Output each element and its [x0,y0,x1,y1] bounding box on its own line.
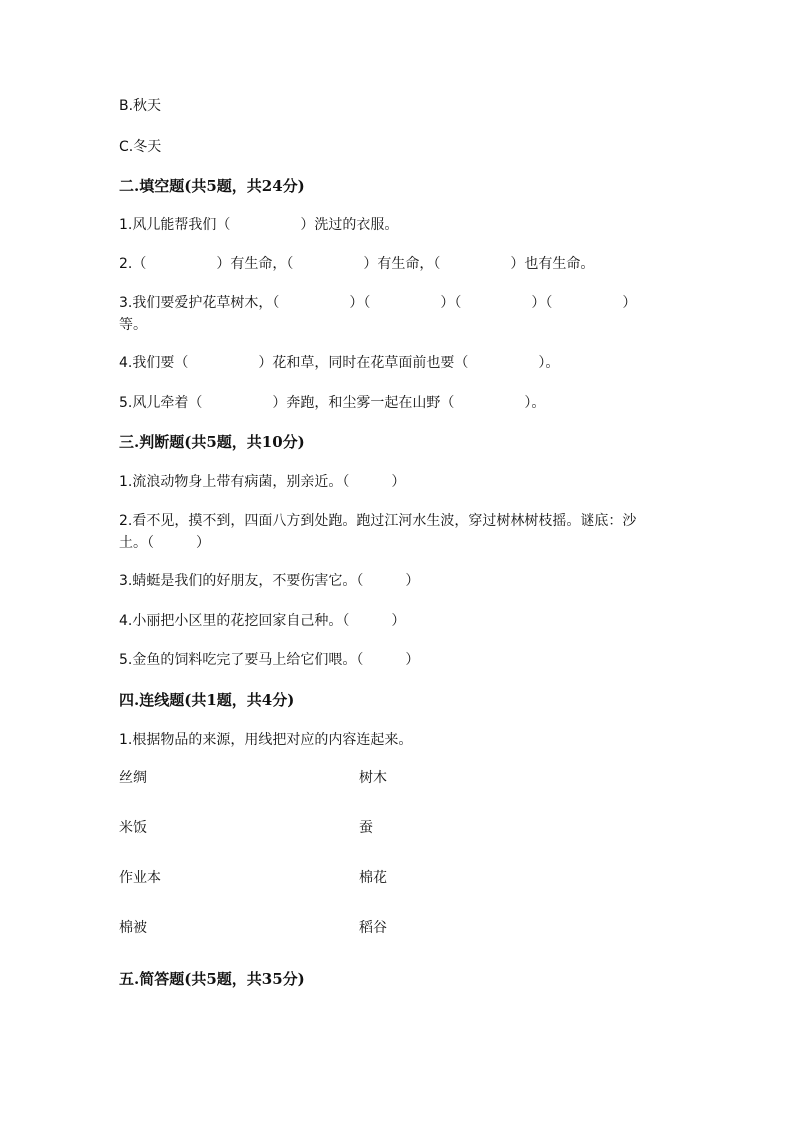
option-b: B.秋天 [119,98,162,114]
fill-question-3: 3.我们要爱护花草树木，（ ）（ ）（ ）（ ）等。 [119,295,637,333]
match-left-item: 丝绸 [119,770,147,786]
match-left-item: 作业本 [119,870,161,886]
judge-question-3: 3.蜻蜓是我们的好朋友，不要伤害它。（ ） [119,573,420,589]
match-left-item: 米饭 [119,820,147,836]
judge-question-4: 4.小丽把小区里的花挖回家自己种。（ ） [119,613,406,629]
match-right-item: 树木 [359,770,387,786]
section-short-heading: 五.简答题(共5题，共35分) [119,970,305,988]
fill-question-1: 1.风儿能帮我们（ ）洗过的衣服。 [119,217,399,233]
section-fill-heading: 二.填空题(共5题，共24分) [119,177,305,195]
fill-question-4: 4.我们要（ ）花和草，同时在花草面前也要（ ）。 [119,355,560,371]
match-right-item: 棉花 [359,870,387,886]
judge-question-2: 2.看不见，摸不到，四面八方到处跑。跑过江河水生波，穿过树林树枝摇。谜底：沙土。（ ） [119,513,637,551]
match-right-item: 蚕 [359,820,373,836]
match-question-1: 1.根据物品的来源，用线把对应的内容连起来。 [119,732,413,748]
judge-question-5: 5.金鱼的饲料吃完了要马上给它们喂。（ ） [119,652,420,668]
option-c: C.冬天 [119,139,162,155]
section-judge-heading: 三.判断题(共5题，共10分) [119,433,305,451]
judge-question-1: 1.流浪动物身上带有病菌，别亲近。（ ） [119,474,406,490]
section-match-heading: 四.连线题(共1题，共4分) [119,691,295,709]
fill-question-2: 2.（ ）有生命，（ ）有生命，（ ）也有生命。 [119,256,595,272]
match-right-item: 稻谷 [359,920,387,936]
fill-question-5: 5.风儿牵着（ ）奔跑，和尘雾一起在山野（ ）。 [119,395,546,411]
match-left-item: 棉被 [119,920,147,936]
